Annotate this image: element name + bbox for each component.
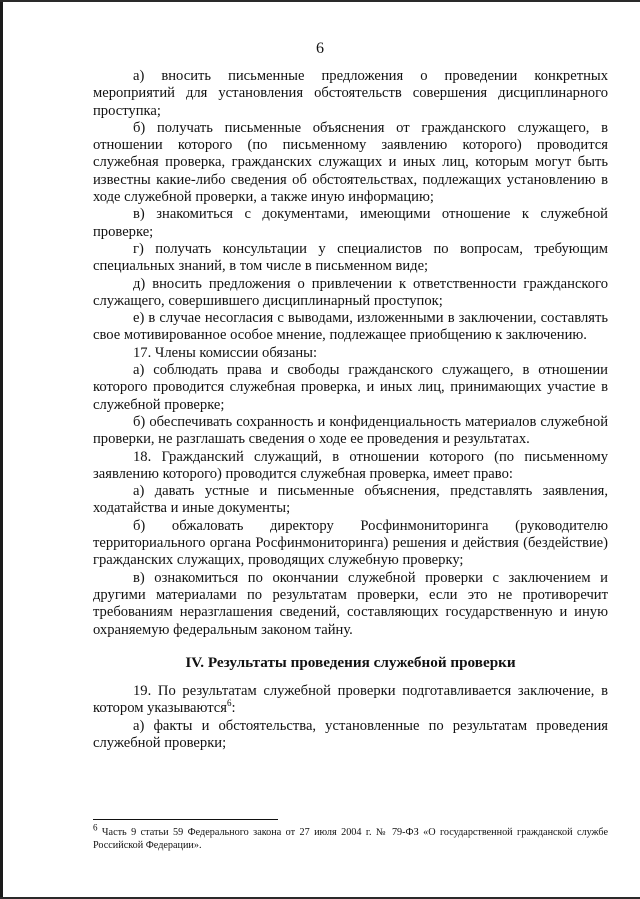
paragraph-17b: б) обеспечивать сохранность и конфиденциальность материалов служебной проверки, не разглашать сведения о ходе ее проведения и результатах. — [93, 413, 608, 448]
footnote-separator — [93, 819, 278, 820]
paragraph-16v: в) знакомиться с документами, имеющими отношение к служебной проверке; — [93, 206, 608, 240]
footnote-reference: 6 — [226, 698, 232, 709]
paragraph-19-text: 19. По результатам служебной проверки подготавливается заключение, в котором указываются — [93, 683, 608, 717]
paragraph-19 — [93, 683, 608, 718]
paragraph-19-end: : — [231, 700, 236, 717]
paragraph-16d: д) вносить предложения о привлечении к ответственности гражданского служащего, совершившего дисциплинарный проступок; — [93, 275, 608, 309]
document-body — [93, 68, 608, 752]
footnote-text: Часть 9 статьи 59 Федерального закона от 27 июля 2004 г. № 79-ФЗ «О государственной гражданской службе Российской Федерации». — [93, 827, 608, 851]
paragraph-18: 18. Гражданский служащий, в отношении которого (по письменному заявлению которого) проводится служебная проверка, имеет право: — [93, 448, 608, 482]
paragraph-16a: а) вносить письменные предложения о проведении конкретных мероприятий для установления обстоятельств совершения дисциплинарного проступка; — [93, 68, 608, 119]
section-heading: IV. Результаты проведения служебной проверки — [185, 653, 516, 671]
paragraph-18a: а) давать устные и письменные объяснения, представлять заявления, ходатайства и иные документы; — [93, 483, 608, 517]
paragraph-16g: г) получать консультации у специалистов по вопросам, требующим специальных знаний, в том числе в письменном виде; — [93, 240, 608, 275]
paragraph-18v: в) ознакомиться по окончании служебной проверки с заключением и другими материалами по результатам проверки, если это не противоречит требованиям неразглашения сведений, составляющих государственную и иную охраняемую федеральным законом тайну. — [93, 569, 608, 638]
footnote-mark: 6 — [93, 822, 98, 833]
page-number: 6 — [316, 40, 324, 57]
scan-edge-top — [0, 0, 640, 2]
paragraph-17a: а) соблюдать права и свободы гражданского служащего, в отношении которого проводится служебная проверка, и иных лиц, принимающих участие в служебной проверке; — [93, 362, 608, 413]
paragraph-19a: а) факты и обстоятельства, установленные по результатам проведения служебной проверки; — [93, 717, 608, 751]
scan-edge-left — [0, 0, 3, 899]
footnote — [93, 822, 608, 852]
paragraph-16b: б) получать письменные объяснения от гражданского служащего, в отношении которого (по письменному заявлению которого) проводится служебная проверка, гражданских служащих и иных лиц, которым могут быть известны какие-либо сведения об обстоятельствах, подлежащих установлению в ходе служебной проверки, а также иную информацию; — [93, 119, 608, 206]
paragraph-18b: б) обжаловать директору Росфинмониторинга (руководителю территориального органа Росфинмониторинга) решения и действия (бездействие) гражданских служащих, проводящих служебную проверку; — [93, 517, 608, 569]
paragraph-16e: е) в случае несогласия с выводами, изложенными в заключении, составлять свое мотивированное особое мнение, подлежащее приобщению к заключению. — [93, 310, 608, 344]
paragraph-17: 17. Члены комиссии обязаны: — [133, 344, 318, 361]
